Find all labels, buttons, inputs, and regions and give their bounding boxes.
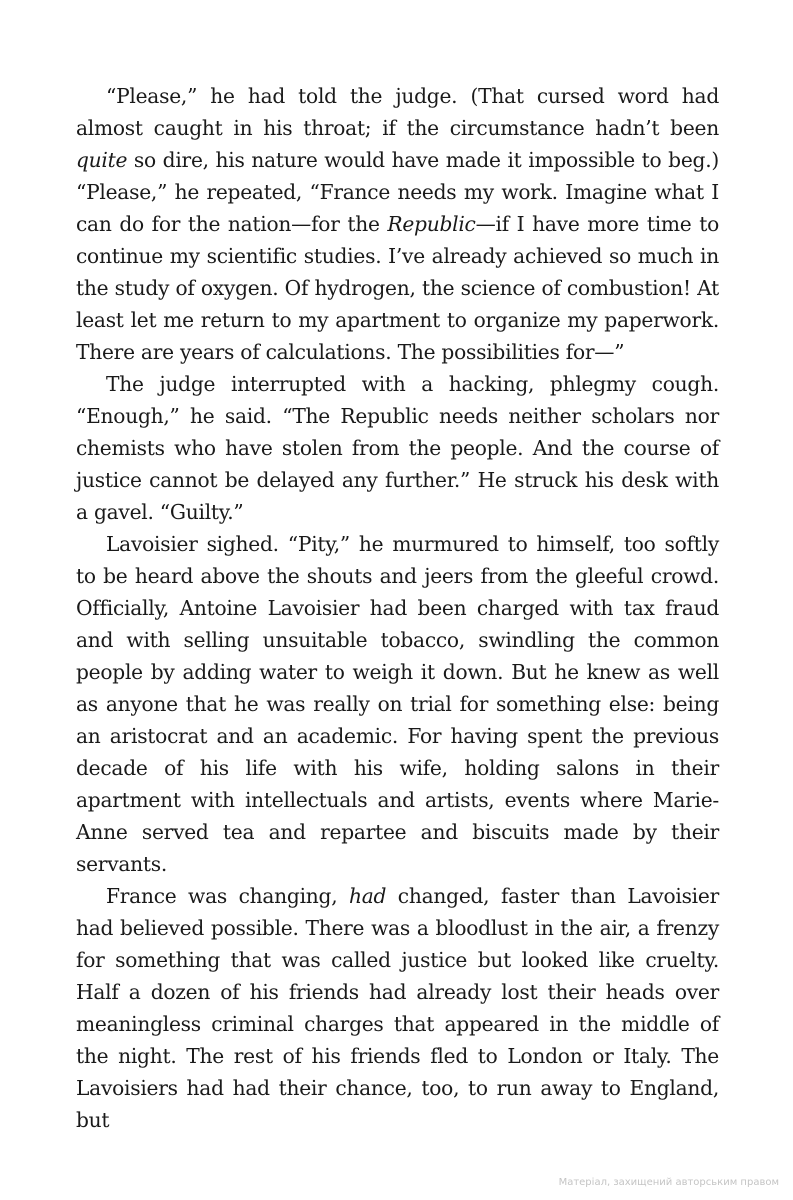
- text-run: The judge interrupted with a hacking, phlegmy cough. “Enough,” he said. “The Republic needs neither scholars nor chemists who have stolen from the people. And the course of justice cannot be delayed any further.” He struck his desk with a gavel. “Guilty.”: [76, 372, 719, 524]
- copyright-watermark: Матеріал, захищений авторським правом: [558, 1177, 779, 1188]
- paragraph-2: [76, 368, 719, 528]
- paragraph-3: [76, 528, 719, 880]
- paragraph-4: [76, 880, 719, 1136]
- body-text: [76, 80, 719, 1136]
- emphasis-had: had: [348, 884, 387, 908]
- text-run: Lavoisier sighed. “Pity,” he murmured to himself, too softly to be heard above the shouts and jeers from the gleeful crowd. Officially, Antoine Lavoisier had been charged with tax fraud and with selling unsuitable tobacco, swindling the common people by adding water to weigh it down. But he knew as well as anyone that he was really on trial for something else: being an aristocrat and an academic. For having spent the previous decade of his life with his wife, holding salons in their apartment with intellectuals and artists, events where Marie-Anne served tea and repartee and biscuits made by their servants.: [76, 532, 719, 876]
- emphasis-republic: Republic: [387, 212, 476, 236]
- text-run: —if I have more time to continue my scientific studies. I’ve already achieved so much in the study of oxygen. Of hydrogen, the science of combustion! At least let me return to my apartment to organize my paperwork. There are years of calculations. The possibilities for—”: [76, 212, 719, 364]
- paragraph-1: [76, 80, 719, 368]
- text-run: “Please,” he had told the judge. (That cursed word had almost caught in his throat; if the circumstance hadn’t been: [76, 84, 719, 140]
- text-run: so dire, his nature would have made it impossible to beg.) “Please,” he repeated, “France needs my work. Imagine what I can do for the nation—for the: [76, 148, 719, 236]
- text-run: France was changing,: [106, 884, 349, 908]
- text-run: changed, faster than Lavoisier had believed possible. There was a bloodlust in the air, a frenzy for something that was called justice but looked like cruelty. Half a dozen of his friends had already lost their heads over meaningless criminal charges that appeared in the middle of the night. The rest of his friends fled to London or Italy. The Lavoisiers had had their chance, too, to run away to England, but: [76, 884, 719, 1132]
- emphasis-quite: quite: [76, 148, 128, 172]
